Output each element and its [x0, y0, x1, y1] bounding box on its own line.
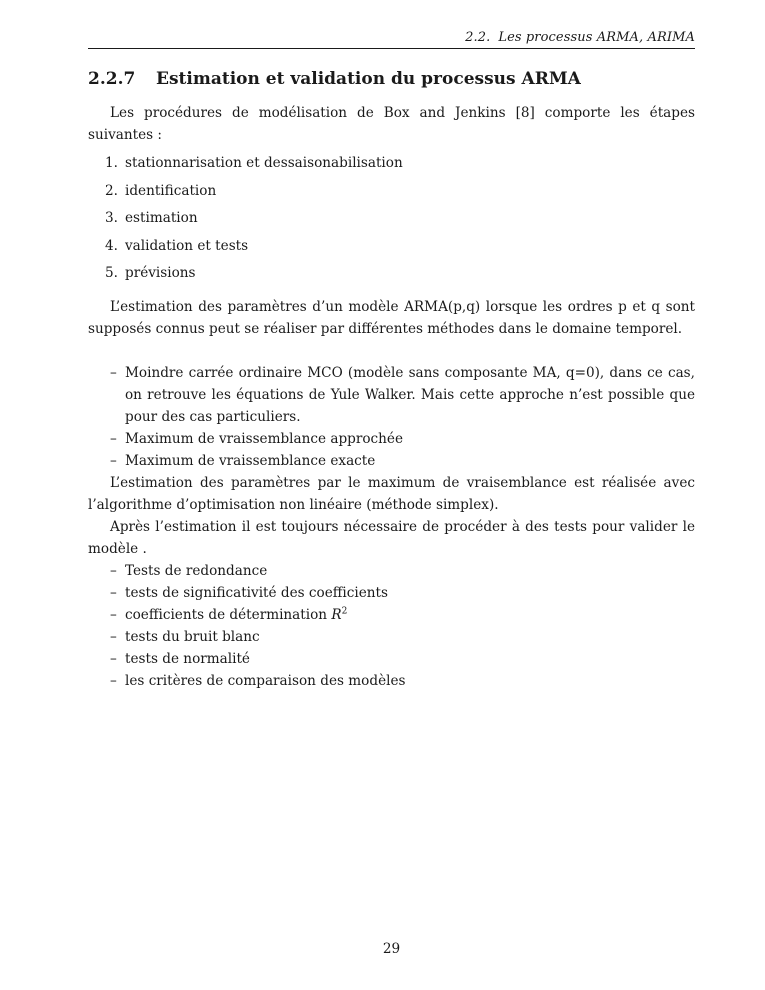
list-item: [88, 262, 695, 290]
list-item: [88, 626, 695, 648]
list-item: [88, 152, 695, 180]
list-marker: –: [110, 364, 117, 381]
section-number: 2.2.7: [88, 69, 136, 89]
tests-list: [88, 560, 695, 692]
list-item-text: Maximum de vraissemblance exacte: [125, 452, 376, 469]
math-variable: R: [331, 606, 342, 623]
list-item: [88, 235, 695, 263]
page-number: 29: [382, 941, 401, 957]
list-item-text: prévisions: [125, 265, 196, 281]
header-section-title: Les processus ARMA, ARIMA: [498, 30, 695, 45]
list-marker: –: [110, 562, 117, 579]
vertical-spacer: [88, 340, 695, 362]
document-page: [88, 0, 695, 990]
list-item-text: tests du bruit blanc: [125, 628, 260, 645]
list-item-text: tests de normalité: [125, 650, 250, 667]
list-item-text: Moindre carrée ordinaire MCO (modèle sans composante MA, q=0), dans ce cas, on retrouve les équations de Yule Walker. Mais cette approche n’est possible que pour des cas particuliers.: [125, 364, 695, 425]
list-marker: –: [110, 672, 117, 689]
list-item-number: 3.: [105, 210, 118, 226]
list-item: [88, 180, 695, 208]
list-item-number: 2.: [105, 182, 118, 199]
list-item: [88, 670, 695, 692]
page-body: [88, 66, 695, 692]
header-section-number: 2.2.: [465, 30, 491, 45]
ml-paragraph: L’estimation des paramètres par le maximum de vraisemblance est réalisée avec l’algorithme d’optimisation non linéaire (méthode simplex).: [88, 474, 695, 513]
running-header: [465, 30, 695, 45]
list-marker: –: [110, 430, 117, 447]
list-marker: –: [110, 452, 117, 469]
list-item-number: 4.: [105, 237, 118, 254]
list-item-text: stationnarisation et dessaisonabilisation: [125, 155, 403, 171]
list-item-text: validation et tests: [125, 237, 249, 254]
header-rule: [88, 48, 695, 49]
list-item: [88, 560, 695, 582]
list-item-number: 5.: [105, 265, 118, 281]
list-item: [88, 362, 695, 428]
math-exponent: 2: [341, 605, 348, 616]
list-item-text: coefficients de détermination: [125, 606, 332, 623]
intro-paragraph: Les procédures de modélisation de Box and Jenkins [8] comporte les étapes suivantes :: [88, 105, 695, 143]
list-marker: –: [110, 606, 117, 623]
list-item: [88, 604, 695, 626]
list-item: [88, 582, 695, 604]
list-marker: –: [110, 584, 117, 601]
validation-intro: Après l’estimation il est toujours nécessaire de procéder à des tests pour valider le modèle .: [88, 518, 695, 557]
list-item-text: Maximum de vraissemblance approchée: [125, 430, 404, 447]
section-title: Estimation et validation du processus ARMA: [156, 69, 581, 89]
list-item-text: les critères de comparaison des modèles: [125, 672, 406, 689]
methods-list: [88, 362, 695, 472]
list-item-text: estimation: [125, 210, 198, 226]
section-heading: [88, 66, 695, 92]
list-item: [88, 428, 695, 450]
list-item: [88, 207, 695, 235]
list-item-number: 1.: [105, 155, 118, 171]
estimation-paragraph: L’estimation des paramètres d’un modèle ARMA(p,q) lorsque les ordres p et q sont supposés connus peut se réaliser par différentes méthodes dans le domaine temporel.: [88, 298, 695, 337]
list-item: [88, 450, 695, 472]
list-item-text: identification: [125, 182, 217, 199]
list-item-text: tests de significativité des coefficients: [125, 584, 388, 601]
list-item: [88, 648, 695, 670]
list-item-text: Tests de redondance: [125, 562, 268, 579]
list-marker: –: [110, 650, 117, 667]
list-marker: –: [110, 628, 117, 645]
steps-list: [88, 152, 695, 290]
